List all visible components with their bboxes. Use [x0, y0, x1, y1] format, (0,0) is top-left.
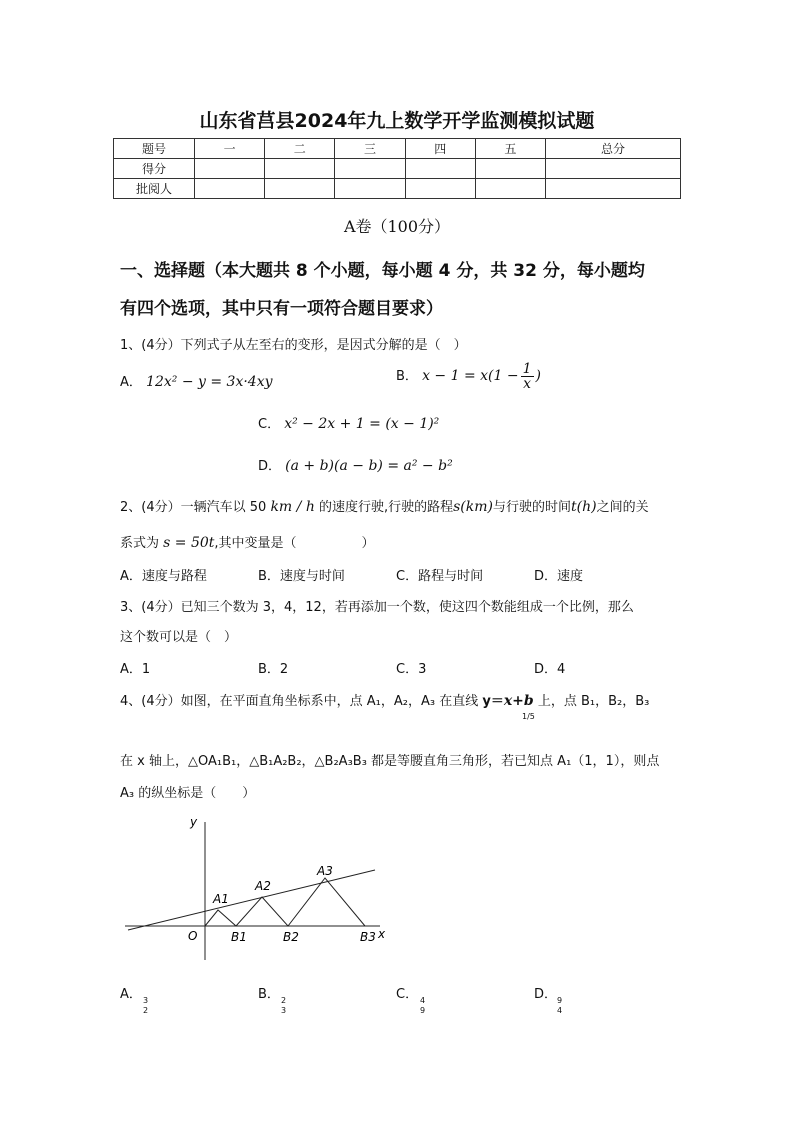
point-label-b3: B3 [360, 930, 376, 944]
stem-text: 上，点 B₁，B₂，B₃ [537, 694, 650, 709]
question-4-option-a[interactable] [120, 983, 142, 1002]
fraction-numerator: 1 [522, 361, 532, 377]
stem-text: 的速度行驶,行驶的路程 [318, 500, 454, 515]
question-2-stem-line1 [120, 496, 649, 515]
table-cell[interactable] [405, 179, 475, 199]
table-cell: 题号 [114, 139, 195, 159]
question-1-option-c[interactable] [258, 413, 439, 432]
option-label: C． [258, 417, 281, 432]
point-label-a1: A1 [213, 892, 229, 906]
section-heading-line1: 一、选择题（本大题共 8 个小题，每小题 4 分，共 32 分，每小题均 [120, 261, 645, 281]
table-cell[interactable] [475, 179, 545, 199]
line-y-eq-x-plus-b [128, 870, 375, 930]
question-3-option-c[interactable]: C．3 [396, 662, 427, 677]
fraction-numerator: 2 [281, 996, 287, 1005]
table-cell: 批阅人 [114, 179, 195, 199]
table-cell: 得分 [114, 159, 195, 179]
question-2-option-d[interactable]: D．速度 [534, 569, 584, 584]
question-1-option-d[interactable] [258, 455, 453, 474]
question-4-stem-line1 [120, 690, 649, 709]
option-label: B． [258, 987, 280, 1002]
table-cell[interactable] [335, 159, 405, 179]
table-cell[interactable] [195, 159, 265, 179]
fraction-denominator: 2 [143, 1006, 149, 1015]
formula: s = 50t [163, 535, 215, 551]
option-label: B． [396, 369, 418, 384]
stem-text: 与行驶的时间 [493, 500, 572, 515]
question-4-stem-line2: 在 x 轴上，△OA₁B₁，△B₁A₂B₂，△B₂A₃B₃ 都是等腰直角三角形，若已知点 A₁（1，1），则点 [120, 754, 660, 769]
coordinate-figure [120, 810, 400, 970]
question-3-stem-line1: 3、(4分）已知三个数为 3，4，12，若再添加一个数，使这四个数能组成一个比例，那么 [120, 600, 634, 615]
stem-text: ,其中变量是（ ） [214, 536, 375, 551]
line-equation-right: x+b [503, 693, 534, 709]
fraction-numerator: 4 [420, 996, 426, 1005]
score-table-row [114, 179, 681, 199]
stem-text: 之间的关 [596, 500, 649, 515]
line-equation-fraction: 1/5 [522, 712, 535, 721]
table-cell: 五 [475, 139, 545, 159]
fraction-denominator: 9 [420, 1006, 426, 1015]
point-label-a3: A3 [317, 864, 333, 878]
score-table-header-row [114, 139, 681, 159]
volume-label: A卷（100分） [343, 217, 451, 236]
question-3-option-b[interactable]: B．2 [258, 662, 289, 677]
option-expression-close: ) [535, 368, 541, 384]
score-table [113, 138, 681, 199]
question-1-option-a[interactable] [120, 371, 273, 390]
question-3-stem-line2: 这个数可以是（ ） [120, 630, 238, 645]
speed-unit: km / h [270, 499, 315, 515]
line-equation-left: y＝ [482, 694, 504, 709]
table-cell[interactable] [265, 179, 335, 199]
option-label: D． [258, 459, 282, 474]
question-4-stem-line3: A₃ 的纵坐标是（ ） [120, 786, 256, 801]
question-2-option-b[interactable]: B．速度与时间 [258, 569, 345, 584]
point-label-a2: A2 [255, 879, 271, 893]
question-2-option-a[interactable]: A．速度与路程 [120, 569, 207, 584]
section-heading-line2: 有四个选项，其中只有一项符合题目要求） [120, 299, 443, 319]
option-expression: x − 1 = x(1 − [422, 368, 519, 384]
point-label-b1: B1 [231, 930, 247, 944]
fraction [521, 362, 534, 391]
y-axis-label: y [190, 815, 198, 829]
option-expression: x² − 2x + 1 = (x − 1)² [284, 416, 440, 432]
x-axis-label: x [378, 927, 386, 941]
table-cell[interactable] [195, 179, 265, 199]
option-fraction [143, 996, 148, 1016]
question-1-stem: 1、(4分）下列式子从左至右的变形，是因式分解的是（ ） [120, 338, 467, 353]
question-2-option-c[interactable]: C．路程与时间 [396, 569, 484, 584]
option-fraction [281, 996, 286, 1016]
point-label-b2: B2 [283, 930, 299, 944]
fraction-denominator: 3 [281, 1006, 287, 1015]
option-fraction [557, 996, 562, 1016]
option-expression: 12x² − y = 3x·4xy [146, 374, 273, 390]
distance-expression: s(km) [453, 499, 493, 515]
table-cell: 三 [335, 139, 405, 159]
question-3-option-d[interactable]: D．4 [534, 662, 566, 677]
option-label: C． [396, 987, 419, 1002]
question-3-option-a[interactable]: A．1 [120, 662, 151, 677]
fraction-numerator: 9 [557, 996, 563, 1005]
table-cell[interactable] [546, 159, 681, 179]
table-cell[interactable] [546, 179, 681, 199]
table-cell[interactable] [335, 179, 405, 199]
fraction-denominator: 4 [557, 1006, 563, 1015]
stem-text: 2、(4分）一辆汽车以 50 [120, 500, 267, 515]
table-cell: 一 [195, 139, 265, 159]
table-cell[interactable] [405, 159, 475, 179]
option-expression: (a + b)(a − b) = a² − b² [285, 458, 453, 474]
table-cell: 总分 [546, 139, 681, 159]
question-4-option-c[interactable] [396, 983, 418, 1002]
origin-label: O [188, 929, 198, 943]
question-4-option-b[interactable] [258, 983, 280, 1002]
option-label: A． [120, 987, 142, 1002]
fraction-denominator: x [523, 376, 531, 392]
isosceles-triangles [205, 878, 365, 926]
table-cell: 二 [265, 139, 335, 159]
question-4-option-d[interactable] [534, 983, 557, 1002]
stem-text: 系式为 [120, 536, 160, 551]
fraction-numerator: 3 [143, 996, 149, 1005]
question-1-option-b[interactable] [396, 362, 541, 391]
table-cell[interactable] [475, 159, 545, 179]
question-2-stem-line2 [120, 532, 375, 551]
time-expression: t(h) [571, 499, 597, 515]
option-label: D． [534, 987, 558, 1002]
option-label: A． [120, 375, 142, 390]
stem-text: 4、(4分）如图，在平面直角坐标系中，点 A₁，A₂，A₃ 在直线 [120, 694, 479, 709]
table-cell[interactable] [265, 159, 335, 179]
score-table-row [114, 159, 681, 179]
page-title: 山东省莒县2024年九上数学开学监测模拟试题 [199, 110, 595, 132]
option-fraction [420, 996, 425, 1016]
table-cell: 四 [405, 139, 475, 159]
